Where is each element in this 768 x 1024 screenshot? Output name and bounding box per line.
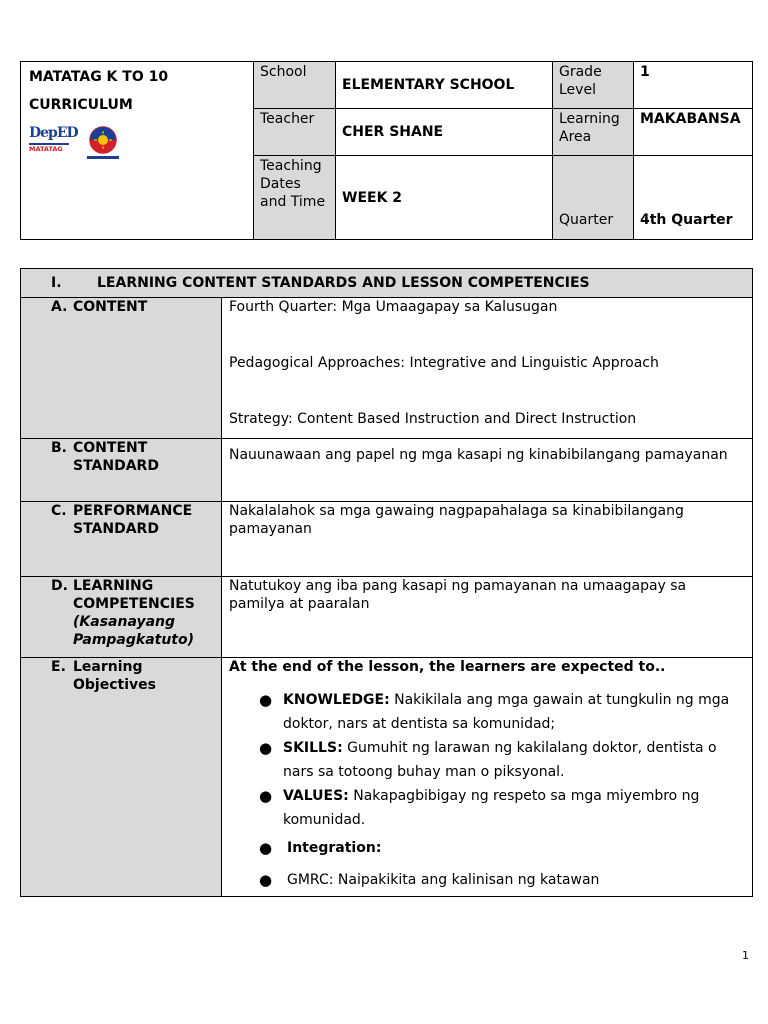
page-number: 1 (742, 949, 749, 962)
quarter-label: Quarter (553, 156, 634, 240)
performance-standard-text: Nakalalahok sa mga gawaing nagpapahalaga sa kinabibilangang pamayanan (222, 502, 753, 577)
bagong-pilipinas-logo (83, 123, 123, 163)
section-heading: LEARNING CONTENT STANDARDS AND LESSON COMPETENCIES (97, 275, 590, 291)
objectives-intro: At the end of the lesson, the learners are expected to.. (229, 659, 666, 675)
objectives-label-cell: E. Learning Objectives (21, 658, 222, 897)
objectives-list (229, 688, 745, 892)
deped-logo-sub: MATATAG (29, 145, 63, 153)
teacher-label: Teacher (254, 109, 336, 156)
content-quarter: Fourth Quarter: Mga Umaagapay sa Kalusugan (229, 299, 558, 315)
quarter-value: 4th Quarter (634, 156, 753, 240)
objective-values: ● VALUES: Nakapagbibigay ng respeto sa mga miyembro ng komunidad. (259, 784, 745, 832)
curriculum-subtitle: CURRICULUM (29, 97, 133, 113)
teacher-value: CHER SHANE (336, 109, 553, 156)
deped-logo-text: DepED (29, 125, 78, 141)
header-table (20, 61, 753, 240)
performance-standard-label-cell: C. PERFORMANCE STANDARD (21, 502, 222, 577)
grade-label: Grade Level (553, 62, 634, 109)
section-title (21, 269, 753, 298)
competencies-label-cell: D. LEARNING COMPETENCIES (Kasanayang Pampagkatuto) (21, 577, 222, 658)
objectives-cell (222, 658, 753, 897)
content-label: CONTENT (73, 299, 148, 315)
objective-gmrc: ● GMRC: Naipakikita ang kalinisan ng katawan (259, 868, 745, 892)
content-approach: Pedagogical Approaches: Integrative and Linguistic Approach (229, 355, 659, 371)
content-standard-text: Nauunawaan ang papel ng mga kasapi ng kinabibilangang pamayanan (222, 439, 753, 502)
school-value: ELEMENTARY SCHOOL (336, 62, 553, 109)
objective-integration: ● Integration: (259, 836, 745, 860)
content-strategy: Strategy: Content Based Instruction and Direct Instruction (229, 411, 637, 427)
area-value: MAKABANSA (634, 109, 753, 156)
curriculum-cell (21, 62, 254, 240)
curriculum-title: MATATAG K TO 10 (29, 69, 169, 85)
dates-value: WEEK 2 (336, 156, 553, 240)
content-standard-label-cell: B. CONTENT STANDARD (21, 439, 222, 502)
area-label: Learning Area (553, 109, 634, 156)
lesson-table (20, 268, 753, 897)
school-label: School (254, 62, 336, 109)
grade-value: 1 (634, 62, 753, 109)
objective-knowledge: ● KNOWLEDGE: Nakikilala ang mga gawain at tungkulin ng mga doktor, nars at dentista sa komunidad; (259, 688, 745, 736)
section-number: I. (51, 275, 62, 291)
deped-logo (29, 124, 78, 162)
logos (29, 123, 247, 163)
content-cell (222, 298, 753, 439)
dates-label: Teaching Dates and Time (254, 156, 336, 240)
content-label-cell: A. CONTENT (21, 298, 222, 439)
competencies-text: Natutukoy ang iba pang kasapi ng pamayanan na umaagapay sa pamilya at paaralan (222, 577, 753, 658)
objective-skills: ● SKILLS: Gumuhit ng larawan ng kakilalang doktor, dentista o nars sa totoong buhay man o piksyonal. (259, 736, 745, 784)
